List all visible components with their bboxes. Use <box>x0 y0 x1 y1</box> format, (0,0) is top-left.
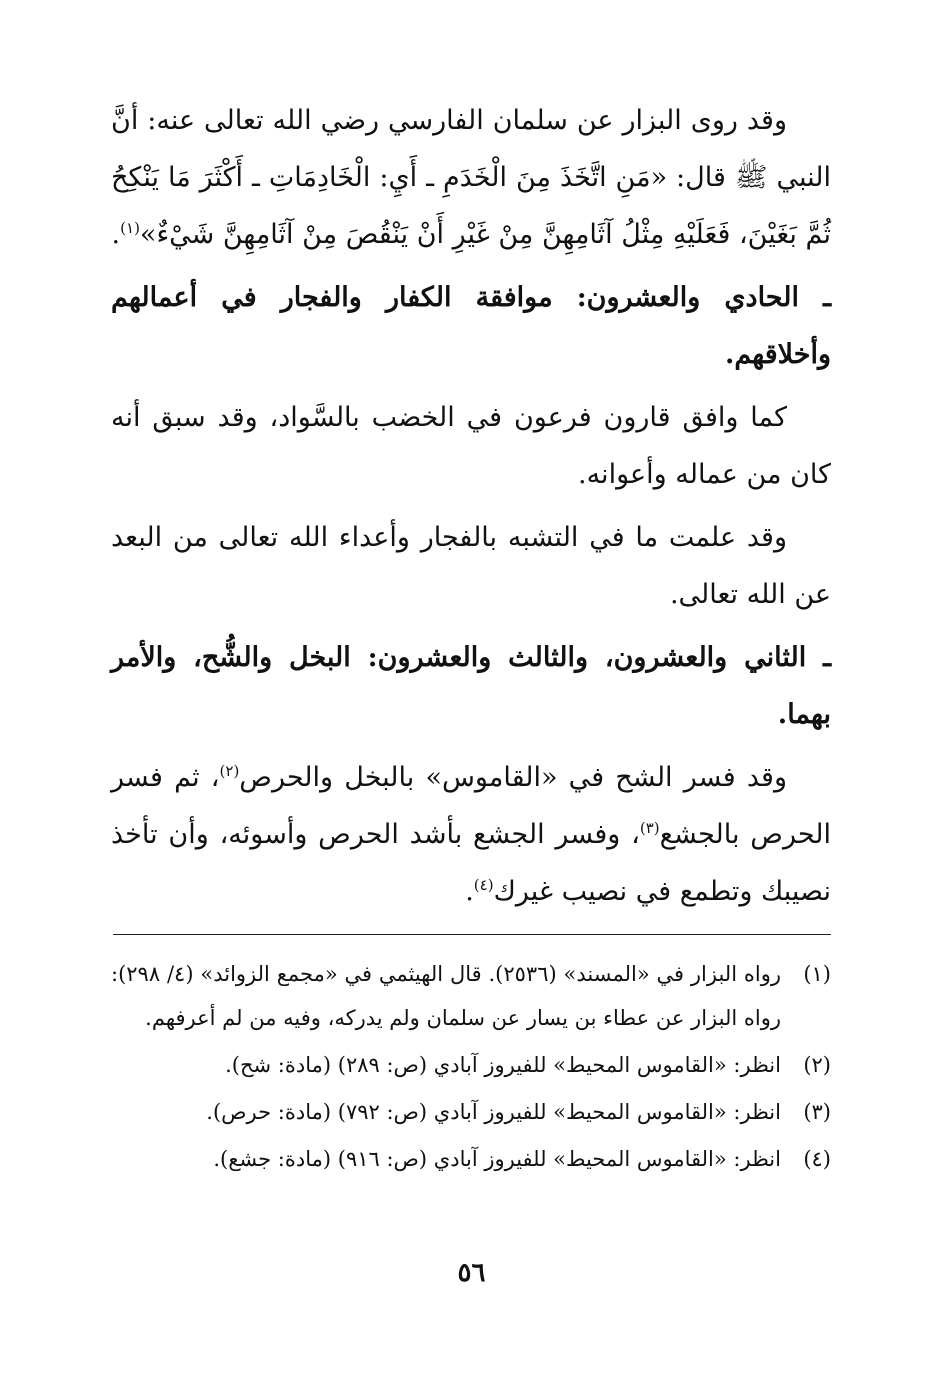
main-text-body <box>111 92 831 926</box>
footnote-number: (٢) <box>803 1053 831 1077</box>
footnote-item <box>111 1137 831 1181</box>
section-heading-22-23: ـ الثاني والعشرون، والثالث والعشرون: البخل والشُّح، والأمر بهما. <box>111 642 831 730</box>
footnote-item <box>111 1043 831 1087</box>
footnote-marker: (١) <box>120 219 140 237</box>
paragraph-text: وقد روى البزار عن سلمان الفارسي رضي الله تعالى عنه: أنَّ النبي ﷺ قال: «مَنِ اتَّخَذَ مِنَ الْخَدَمِ ـ أَيِ: الْخَادِمَاتِ ـ أَكْثَرَ مَا يَنْكِحُ ثُمَّ بَغَيْنَ، فَعَلَيْهِ مِثْلُ آثَامِهِنَّ مِنْ غَيْرِ أَنْ يَنْقُصَ مِنْ آثَامِهِنَّ شَيْءٌ» <box>111 105 831 250</box>
footnote-number: (١) <box>803 962 831 986</box>
footnote-text: رواه البزار في «المسند» (٢٥٣٦). قال الهيثمي في «مجمع الزوائد» (٤/ ٢٩٨): رواه البزار عن عطاء بن يسار عن سلمان ولم يدركه، وفيه من لم أعرفهم. <box>111 962 781 1030</box>
page-number: ٥٦ <box>457 1258 486 1288</box>
footnote-text: انظر: «القاموس المحيط» للفيروز آبادي (ص: ٢٨٩) (مادة: شح). <box>225 1053 781 1077</box>
footnote-item <box>111 952 831 1040</box>
footnote-separator <box>113 934 831 935</box>
period: . <box>111 219 121 250</box>
paragraph-text-part: . <box>465 876 474 907</box>
footnote-text: انظر: «القاموس المحيط» للفيروز آبادي (ص: ٩١٦) (مادة: جشع). <box>213 1147 781 1171</box>
footnote-number: (٣) <box>803 1100 831 1124</box>
footnote-marker: (٢) <box>219 762 240 780</box>
paragraph-text-part: ، ثم فسر الحرص بالجشع <box>111 762 832 850</box>
footnotes <box>111 952 831 1184</box>
paragraph-tashabbuh: وقد علمت ما في التشبه بالفجار وأعداء الله تعالى من البعد عن الله تعالى. <box>111 522 831 610</box>
paragraph-text-part: وقد فسر الشح في «القاموس» بالبخل والحرص <box>239 762 787 793</box>
paragraph-qarun: كما وافق قارون فرعون في الخضب بالسَّواد، وقد سبق أنه كان من عماله وأعوانه. <box>111 402 831 490</box>
paragraph-text-part: ، وفسر الجشع بأشد الحرص وأسوئه، وأن تأخذ نصيبك وتطمع في نصيب غيرك <box>111 819 831 907</box>
footnote-text: انظر: «القاموس المحيط» للفيروز آبادي (ص: ٧٩٢) (مادة: حرص). <box>206 1100 781 1124</box>
paragraph-hadith <box>111 92 831 263</box>
footnote-number: (٤) <box>803 1147 831 1171</box>
footnote-item <box>111 1090 831 1134</box>
section-heading-21: ـ الحادي والعشرون: موافقة الكفار والفجار في أعمالهم وأخلاقهم. <box>111 282 831 370</box>
footnote-marker: (٣) <box>639 819 660 837</box>
paragraph-qamus <box>111 749 831 920</box>
footnote-marker: (٤) <box>473 876 494 894</box>
